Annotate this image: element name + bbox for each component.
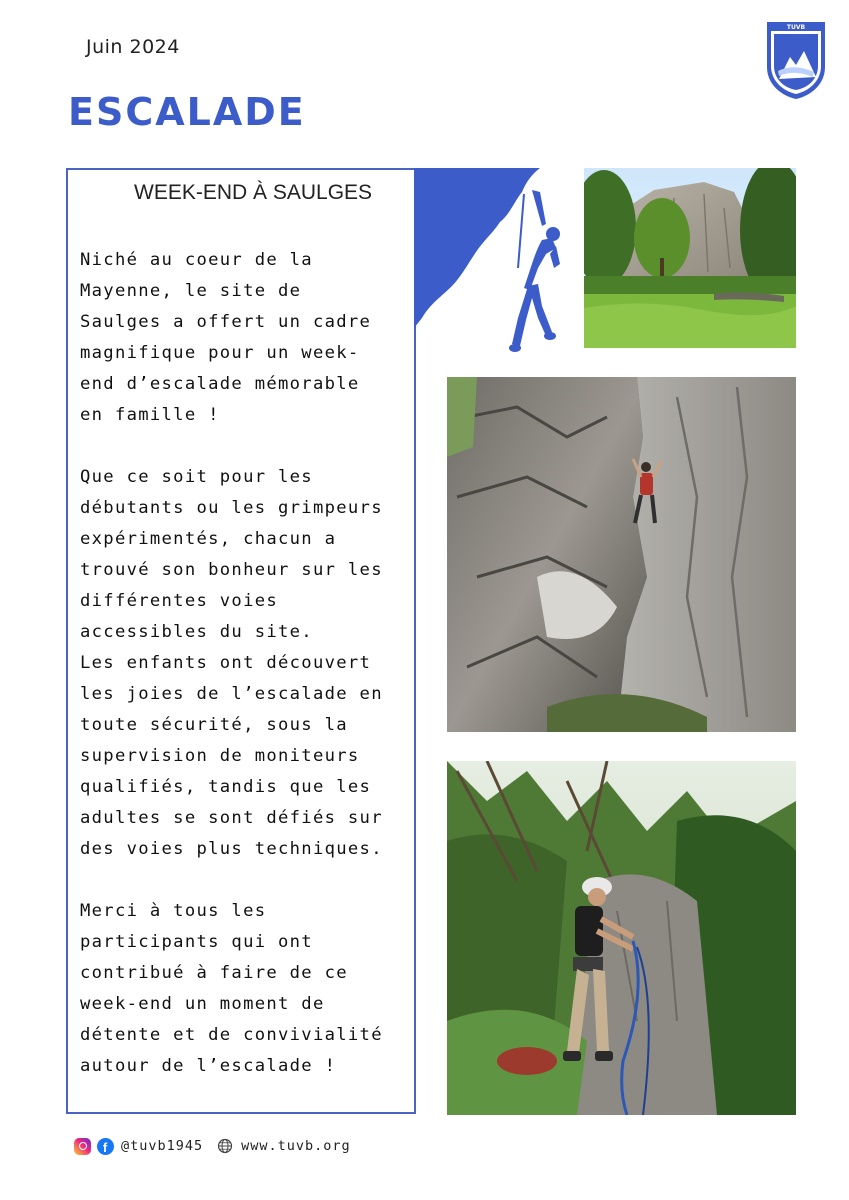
article-paragraph-thanks: Merci à tous les bbox=[80, 901, 267, 921]
article-paragraph-body: des voies plus techniques. bbox=[80, 839, 383, 859]
article-paragraph-body: adultes se sont défiés sur bbox=[80, 808, 383, 828]
globe-icon bbox=[217, 1138, 233, 1154]
logo-text: TUVB bbox=[786, 24, 806, 31]
club-logo bbox=[764, 19, 828, 101]
social-handle[interactable]: @tuvb1945 bbox=[121, 1138, 204, 1154]
article-paragraph-body: différentes voies bbox=[80, 591, 279, 611]
facebook-icon[interactable]: f bbox=[97, 1138, 114, 1155]
article-paragraph-thanks: autour de l’escalade ! bbox=[80, 1056, 337, 1076]
article-paragraph-body: Les enfants ont découvert bbox=[80, 653, 372, 673]
article-paragraph-body: qualifiés, tandis que les bbox=[80, 777, 372, 797]
article-paragraph-intro: end d’escalade mémorable bbox=[80, 374, 360, 394]
article-paragraph-body: les joies de l’escalade en bbox=[80, 684, 383, 704]
article-paragraph-body: Que ce soit pour les bbox=[80, 467, 313, 487]
article-paragraph-body: trouvé son bonheur sur les bbox=[80, 560, 383, 580]
article-paragraph-intro: magnifique pour un week- bbox=[80, 343, 360, 363]
article-paragraph-intro: Mayenne, le site de bbox=[80, 281, 302, 301]
photo-climber-rock-face bbox=[447, 377, 796, 732]
instagram-icon[interactable] bbox=[74, 1138, 91, 1155]
article-paragraph-body: accessibles du site. bbox=[80, 622, 313, 642]
website-link[interactable]: www.tuvb.org bbox=[241, 1138, 351, 1154]
section-title: ESCALADE bbox=[68, 90, 306, 134]
photo-climber-belay bbox=[447, 761, 796, 1115]
article-paragraph-intro: Saulges a offert un cadre bbox=[80, 312, 372, 332]
issue-date: Juin 2024 bbox=[86, 36, 180, 58]
footer bbox=[74, 1136, 351, 1156]
article-paragraph-thanks: participants qui ont bbox=[80, 932, 313, 952]
article-heading: WEEK-END À SAULGES bbox=[134, 181, 373, 204]
article-paragraph-thanks: contribué à faire de ce bbox=[80, 963, 348, 983]
article-paragraph-body: débutants ou les grimpeurs bbox=[80, 498, 383, 518]
photo-cliff-landscape bbox=[584, 168, 796, 348]
article-paragraph-body: expérimentés, chacun a bbox=[80, 529, 337, 549]
article-paragraph-thanks: détente et de convivialité bbox=[80, 1025, 383, 1045]
article-paragraph-thanks: week-end un moment de bbox=[80, 994, 325, 1014]
article-body bbox=[80, 245, 410, 1082]
article-paragraph-body: supervision de moniteurs bbox=[80, 746, 360, 766]
article-paragraph-intro: en famille ! bbox=[80, 405, 220, 425]
article-paragraph-intro: Niché au coeur de la bbox=[80, 250, 313, 270]
article-paragraph-body: toute sécurité, sous la bbox=[80, 715, 348, 735]
climber-illustration bbox=[414, 168, 564, 363]
